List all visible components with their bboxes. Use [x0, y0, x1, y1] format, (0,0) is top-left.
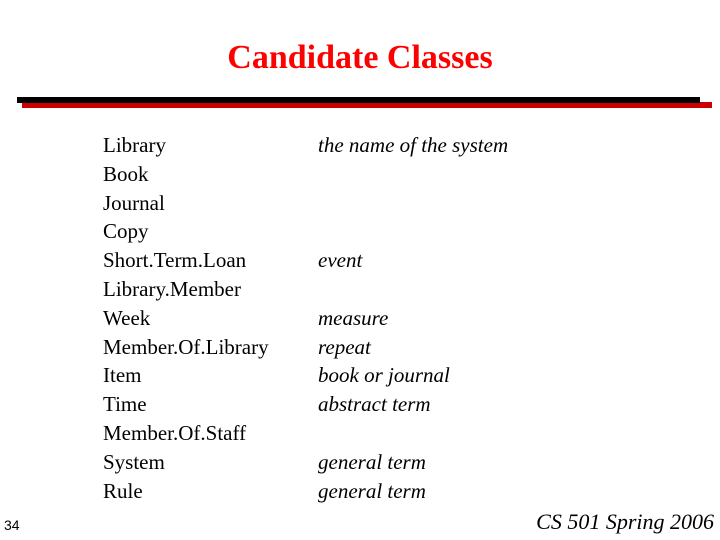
class-item: Book	[103, 161, 149, 186]
slide-number: 34	[4, 517, 20, 533]
class-comment	[318, 275, 508, 304]
class-item: Rule	[103, 478, 143, 503]
class-comment: repeat	[318, 334, 371, 359]
class-item: Copy	[103, 219, 149, 244]
course-footer: CS 501 Spring 2006	[536, 509, 714, 534]
class-comment: the name of the system	[318, 133, 509, 157]
class-item: Week	[103, 305, 151, 330]
class-item: Member.Of.Library	[103, 334, 269, 359]
class-item: System	[103, 449, 165, 474]
class-comment	[318, 419, 508, 448]
class-comment	[318, 160, 508, 189]
class-comment-list	[318, 131, 508, 505]
class-comment: event	[318, 248, 363, 273]
class-item: Item	[103, 363, 142, 388]
class-item: Library.Member	[103, 276, 241, 301]
class-comment	[318, 217, 508, 246]
class-item: Short.Term.Loan	[103, 248, 247, 273]
class-comment: abstract term	[318, 392, 431, 417]
slide-title: Candidate Classes	[227, 39, 493, 76]
class-comment	[318, 189, 508, 218]
class-item: Member.Of.Staff	[103, 420, 247, 445]
class-comment: general term	[318, 478, 426, 503]
class-comment: book or journal	[318, 363, 450, 388]
title-divider	[17, 97, 700, 103]
candidate-class-list	[103, 131, 269, 505]
class-item: Time	[103, 392, 147, 417]
class-item: Library	[103, 133, 166, 157]
class-comment: measure	[318, 305, 389, 330]
class-comment: general term	[318, 449, 426, 474]
class-item: Journal	[103, 190, 165, 215]
